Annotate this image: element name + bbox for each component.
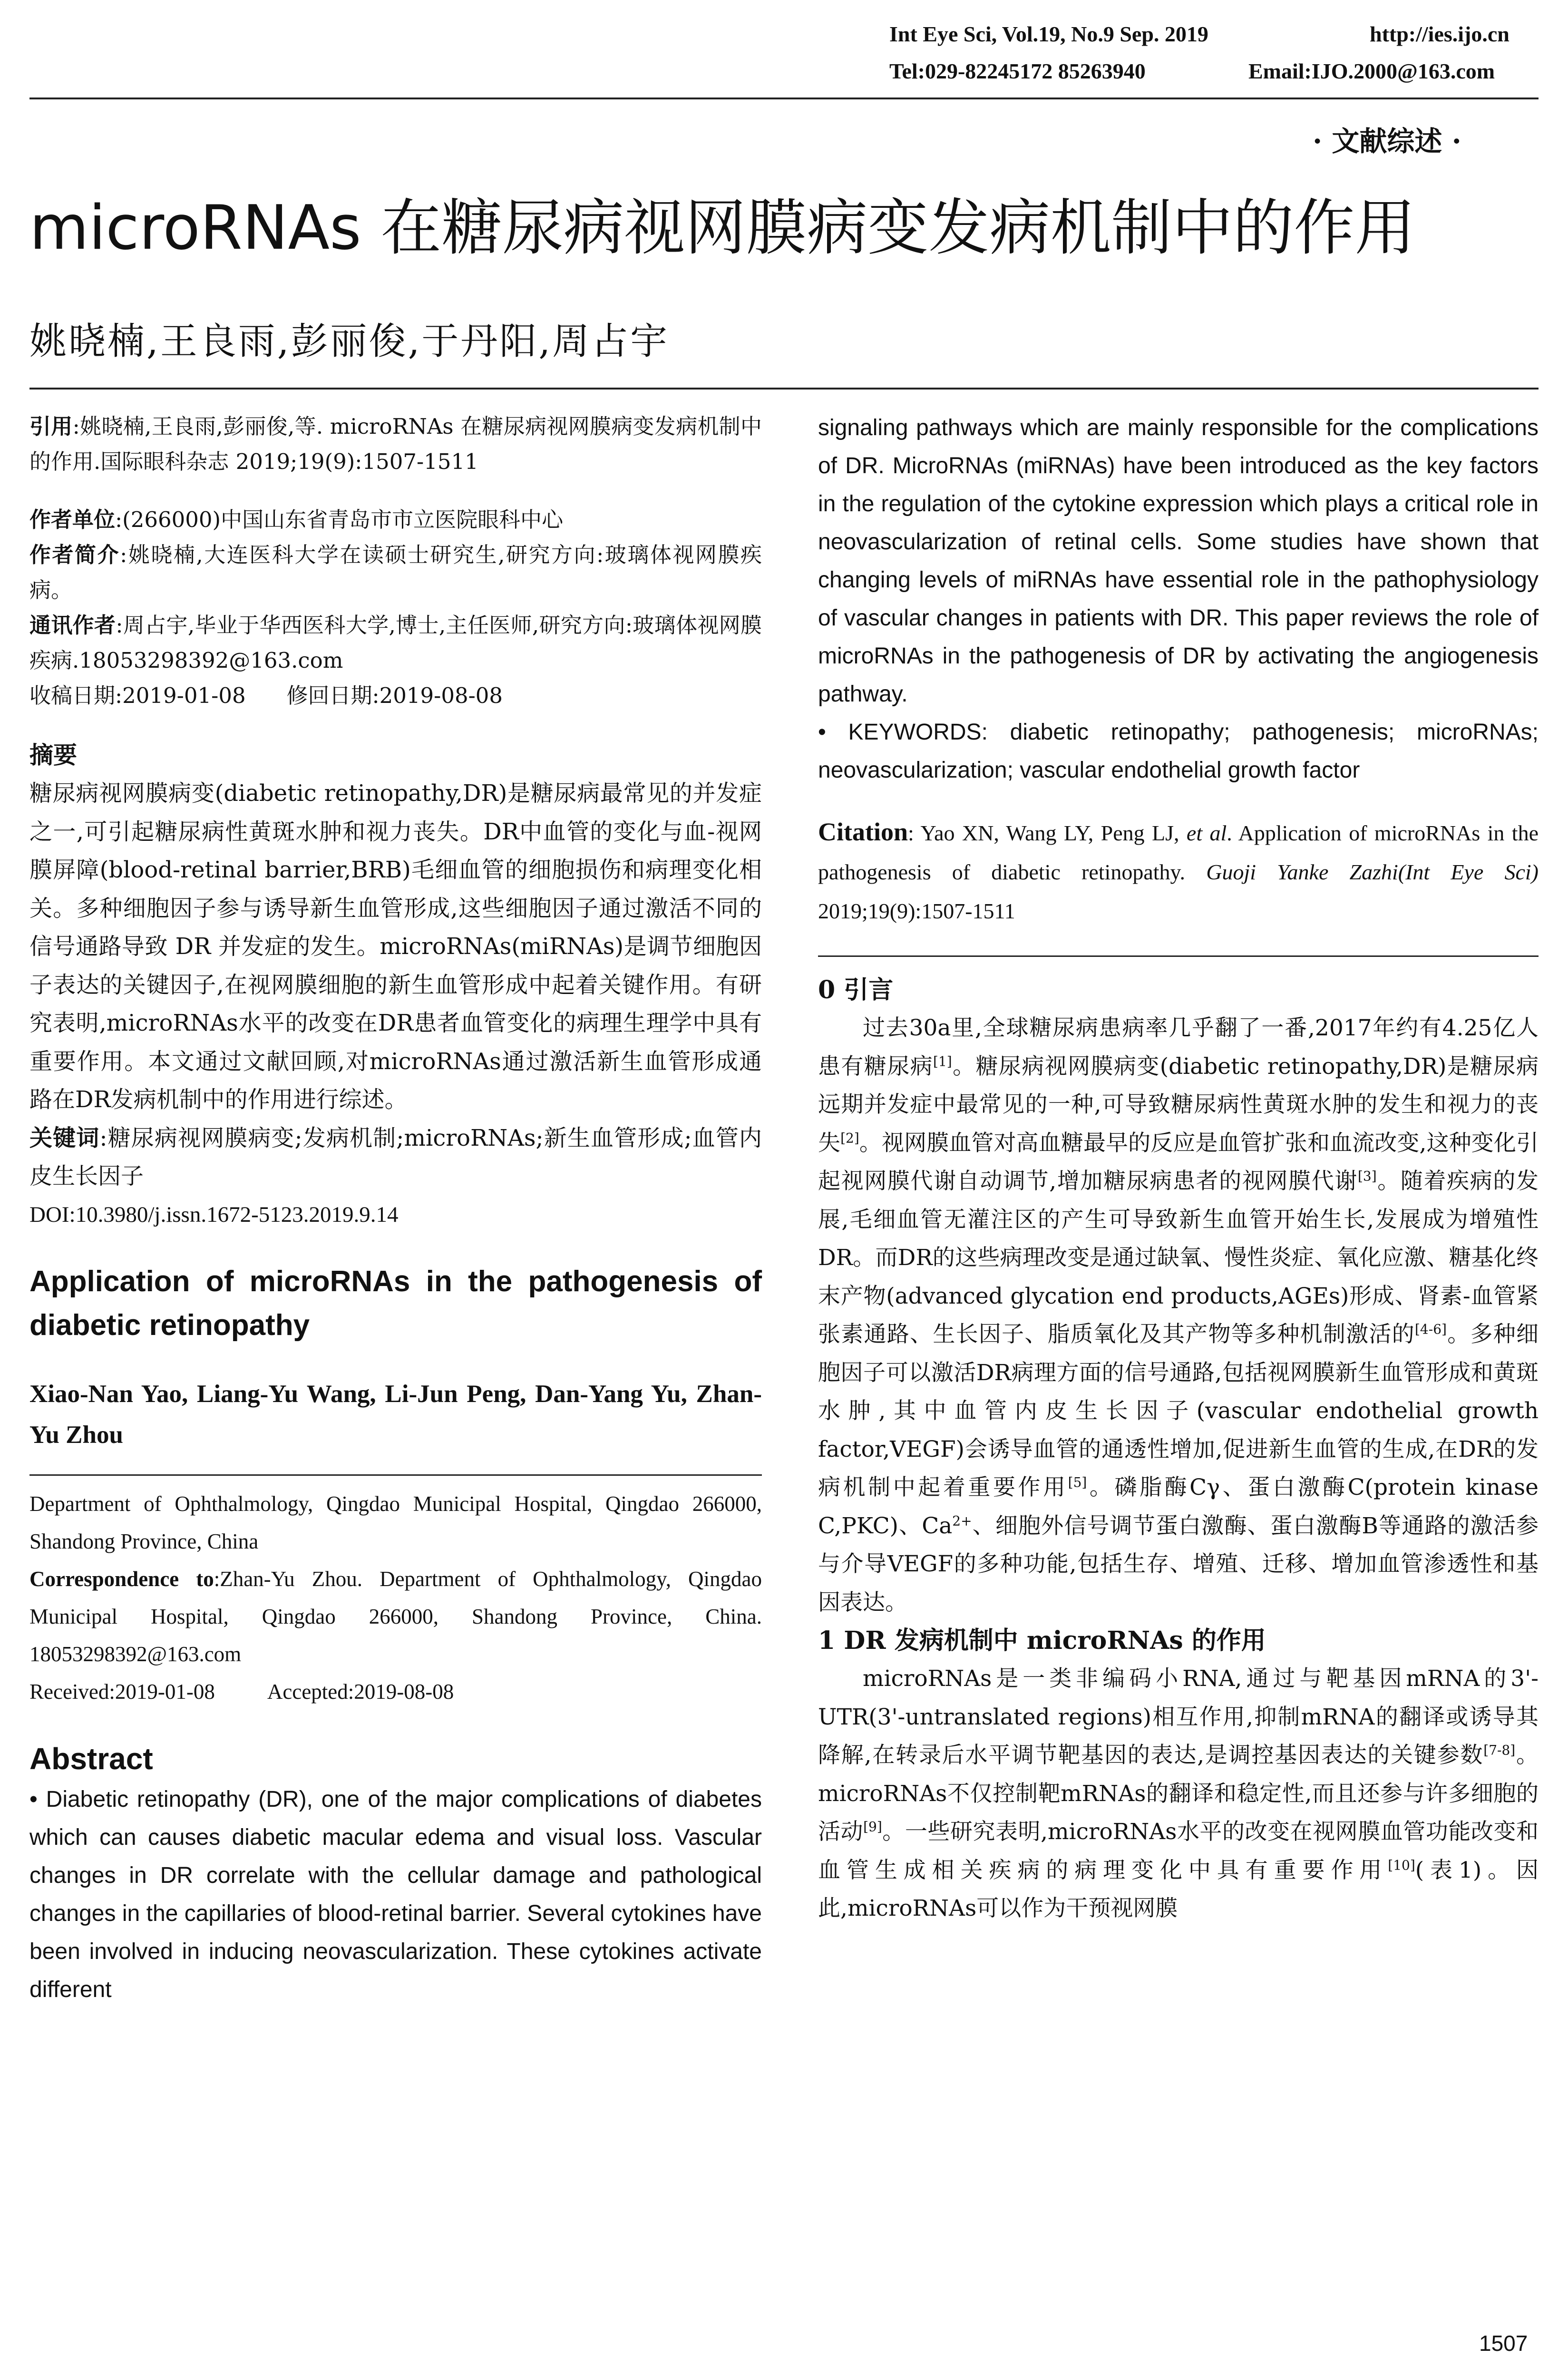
citation-rule [818,955,1539,957]
citation-en [818,812,1539,931]
received-date: Received:2019-01-08 [29,1679,215,1704]
english-department: Department of Ophthalmology, Qingdao Municipal Hospital, Qingdao 266000, Shandong Province, China [29,1491,762,1553]
ref-10[interactable]: [10] [1388,1857,1415,1873]
citation-cn-text: :姚晓楠,王良雨,彭丽俊,等. microRNAs 在糖尿病视网膜病变发病机制中的作用.国际眼科杂志 2019;19(9):1507-1511 [29,414,762,474]
intro-text-a: 过去30a里,全球糖尿病患病率几乎翻了一番,2017年约有4.25亿人患有糖尿病 [818,1015,1539,1080]
header-rule [29,97,1539,99]
journal-url[interactable]: http://ies.ijo.cn [1370,22,1510,46]
accepted-date: Accepted:2019-08-08 [267,1679,454,1704]
intro-text-f: 。磷脂酶Cγ、蛋白激酶C(protein kinase C,PKC)、Ca [818,1474,1539,1539]
ref-1[interactable]: [1] [933,1053,952,1069]
title-rule [29,388,1539,390]
section-1-text-a: microRNAs是一类非编码小RNA,通过与靶基因mRNA的3'-UTR(3'-untranslated regions)相互作用,抑制mRNA的翻译或诱导其降解,在转录后水平调节靶基因的表达,是调控基因表达的关键参数 [818,1666,1539,1768]
citation-etal: et al [1186,821,1227,845]
english-dates [29,1673,762,1711]
intro-heading: 0 引言 [818,975,894,1004]
abstract-cn-text: 糖尿病视网膜病变(diabetic retinopathy,DR)是糖尿病最常见的并发症之一,可引起糖尿病性黄斑水肿和视力丧失。DR中血管的变化与血-视网膜屏障(blood-retinal barrier,BRB)毛细血管的细胞损伤和病理变化相关。多种细胞因子参与诱导新生血管形成,这些细胞因子通过激活不同的信号通路导致 DR 并发症的发生。microRNAs(miRNAs)是调节细胞因子表达的关键因子,在视网膜细胞的新生血管形成中起着关键作用。有研究表明,microRNAs水平的改变在DR患者血管变化的病理生理学中具有重要作用。本文通过文献回顾,对microRNAs通过激活新生血管形成通路在DR发病机制中的作用进行综述。 [29,780,762,1113]
intro-text-c: 。视网膜血管对高血糖最早的反应是血管扩张和血流改变,这种变化引起视网膜代谢自动调节,增加糖尿病患者的视网膜代谢 [818,1130,1539,1194]
abstract-en-text-2: signaling pathways which are mainly responsible for the complications of DR. MicroRNAs (miRNAs) have been introduced as the key factors in the regulation of the cytokine expression which plays a critical role in neovascularization of retinal cells. Some studies have shown that changing levels of miRNAs have essential role in the pathophysiology of vascular changes in patients with DR. This paper reviews the role of microRNAs in the pathogenesis of DR by activating the angiogenesis pathway. [818,415,1539,707]
calcium-superscript: 2+ [952,1512,972,1529]
intro-text-g: 、细胞外信号调节蛋白激酶、蛋白激酶B等通路的激活参与介导VEGF的多种功能,包括生存、增殖、迁移、增加血管渗透性和基因表达。 [818,1512,1539,1616]
page-number: 1507 [1479,2331,1528,2356]
dates-cn: 收稿日期:2019-01-08 修回日期:2019-08-08 [29,683,503,708]
author-bio-cn [29,537,762,608]
section-1-text-d: (表1)。因此,microRNAs可以作为干预视网膜 [818,1857,1539,1921]
ref-2[interactable]: [2] [840,1130,859,1146]
english-title: Application of microRNAs in the pathogenesis of diabetic retinopathy [29,1265,762,1342]
english-correspondence [29,1560,762,1673]
citation-en-label: Citation [818,818,908,846]
article-title: microRNAs 在糖尿病视网膜病变发病机制中的作用 [29,193,1416,263]
keywords-cn [29,1119,762,1196]
abstract-cn-heading: 摘要 [29,741,77,769]
corresponding-text: :周占宇,毕业于华西医科大学,博士,主任医师,研究方向:玻璃体视网膜疾病.18053298392@163.com [29,613,762,673]
section-1-text-c: 。一些研究表明,microRNAs水平的改变在视网膜血管功能改变和血管生成相关疾病的病理变化中具有重要作用 [818,1819,1539,1883]
right-column [818,409,1539,1928]
affiliation-text: :(266000)中国山东省青岛市市立医院眼科中心 [115,507,564,532]
author-bio-label: 作者简介 [29,542,120,567]
abstract-en-heading: Abstract [29,1741,153,1776]
authors-rule [29,1474,762,1476]
ref-3[interactable]: [3] [1357,1168,1377,1184]
abstract-en-text-1: • Diabetic retinopathy (DR), one of the major complications of diabetes which can causes diabetic macular edema and visual loss. Vascular changes in DR correlate with the cellular damage and pathological changes in the capillaries of blood-retinal barrier. Several cytokines have been involved in inducing neovascularization. These cytokines activate different [29,1786,762,2002]
section-tag: · 文献综述 · [1313,125,1461,157]
authors-cn: 姚晓楠,王良雨,彭丽俊,于丹阳,周占宇 [29,320,670,363]
section-1-paragraph [818,1660,1539,1928]
correspondence-label: Correspondence to [29,1567,214,1591]
keywords-cn-label: 关键词 [29,1124,100,1151]
intro-text-d: 。随着疾病的发展,毛细血管无灌注区的产生可导致新生血管开始生长,发展成为增殖性DR。而DR的这些病理改变是通过缺氧、慢性炎症、氧化应激、糖基化终末产物(advanced glycation end products,AGEs)形成、肾素-血管紧张素通路、生长因子、脂质氧化及其产物等多种机制激活的 [818,1168,1539,1347]
intro-paragraph [818,1009,1539,1622]
affiliation-label: 作者单位 [29,507,116,532]
keywords-cn-text: :糖尿病视网膜病变;发病机制;microRNAs;新生血管形成;血管内皮生长因子 [29,1124,762,1189]
ref-9[interactable]: [9] [863,1819,882,1835]
citation-en-text-c: 2019;19(9):1507-1511 [818,899,1015,923]
ref-5[interactable]: [5] [1068,1474,1087,1490]
journal-tel: Tel:029-82245172 85263940 [889,59,1146,83]
correspondence-text: :Zhan-Yu Zhou. Department of Ophthalmology, Qingdao Municipal Hospital, Qingdao 266000, Shandong Province, China. 18053298392@163.com [29,1567,762,1666]
corresponding-label: 通讯作者 [29,613,116,638]
doi[interactable]: DOI:10.3980/j.issn.1672-5123.2019.9.14 [29,1202,399,1227]
corresponding-author-cn [29,608,762,678]
section-1-heading: 1 DR 发病机制中 microRNAs 的作用 [818,1626,1266,1655]
journal-info: Int Eye Sci, Vol.19, No.9 Sep. 2019 [889,22,1208,46]
intro-text-e: 。多种细胞因子可以激活DR病理方面的信号通路,包括视网膜新生血管形成和黄斑水肿,其中血管内皮生长因子(vascular endothelial growth factor,VEGF)会诱导血管的通透性增加,促进新生血管的生成,在DR的发病机制中起着重要作用 [818,1321,1539,1500]
citation-journal: Guoji Yanke Zazhi(Int Eye Sci) [1206,860,1539,884]
ref-7-8[interactable]: [7-8] [1483,1742,1516,1758]
citation-cn [29,409,762,479]
citation-en-text-b: . Application of microRNAs in the pathogenesis of diabetic retinopathy. [818,821,1539,884]
citation-cn-label: 引用 [29,414,73,439]
ref-4-6[interactable]: [4-6] [1415,1321,1447,1337]
intro-text-b: 。糖尿病视网膜病变(diabetic retinopathy,DR)是糖尿病远期并发症中最常见的一种,可导致糖尿病性黄斑水肿的发生和视力的丧失 [818,1053,1539,1156]
left-column [29,409,762,2009]
citation-en-text-a: : Yao XN, Wang LY, Peng LJ, [908,821,1187,845]
english-authors: Xiao-Nan Yao, Liang-Yu Wang, Li-Jun Peng, Dan-Yang Yu, Zhan-Yu Zhou [29,1380,762,1449]
keywords-en: • KEYWORDS: diabetic retinopathy; pathogenesis; microRNAs; neovascularization; vascular endothelial growth factor [818,720,1539,783]
journal-email: Email:IJO.2000@163.com [1248,59,1495,83]
section-1-text-b: 。microRNAs不仅控制靶mRNAs的翻译和稳定性,而且还参与许多细胞的活动 [818,1742,1539,1845]
author-bio-text: :姚晓楠,大连医科大学在读硕士研究生,研究方向:玻璃体视网膜疾病。 [29,542,762,603]
affiliation-cn [29,502,762,537]
